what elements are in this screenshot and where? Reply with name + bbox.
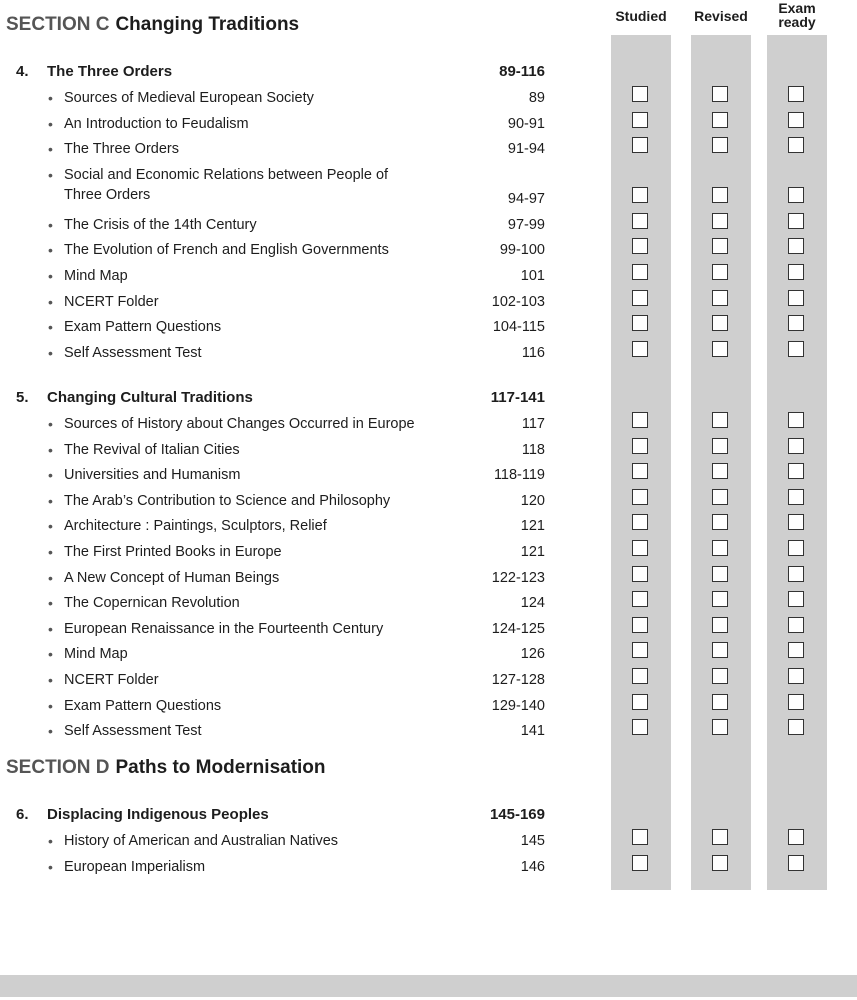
studied-checkbox[interactable]: [632, 514, 648, 530]
list-item: [0, 644, 600, 668]
studied-checkbox[interactable]: [632, 540, 648, 556]
bullet-icon: •: [48, 416, 53, 432]
item-title: The Copernican Revolution: [64, 595, 240, 612]
studied-checkbox[interactable]: [632, 438, 648, 454]
exam-ready-checkbox[interactable]: [788, 489, 804, 505]
exam-ready-checkbox[interactable]: [788, 463, 804, 479]
list-item: [0, 165, 600, 207]
studied-checkbox[interactable]: [632, 86, 648, 102]
list-item: [0, 440, 600, 464]
list-item: [0, 465, 600, 489]
exam-ready-checkbox[interactable]: [788, 642, 804, 658]
item-title: A New Concept of Human Beings: [64, 569, 280, 586]
item-pages: 104-115: [492, 319, 545, 336]
bullet-icon: •: [48, 344, 53, 361]
revised-checkbox[interactable]: [712, 591, 728, 607]
studied-checkbox[interactable]: [632, 341, 648, 357]
bullet-icon: •: [48, 90, 53, 106]
revised-checkbox[interactable]: [712, 112, 728, 128]
exam-ready-checkbox[interactable]: [788, 86, 804, 102]
bullet-icon: •: [48, 858, 53, 875]
revised-checkbox[interactable]: [712, 438, 728, 454]
bullet-icon: •: [48, 595, 53, 612]
bullet-icon: •: [48, 646, 53, 663]
bullet-icon: •: [48, 467, 53, 484]
item-title: European Imperialism: [64, 858, 206, 875]
bullet-icon: •: [48, 166, 53, 183]
revised-checkbox[interactable]: [712, 213, 728, 229]
studied-checkbox[interactable]: [632, 213, 648, 229]
item-pages: 94-97: [507, 190, 545, 207]
chapter-number: 6.: [16, 806, 29, 823]
bullet-icon: •: [48, 141, 53, 158]
studied-checkbox[interactable]: [632, 412, 648, 428]
item-pages: 146: [520, 858, 545, 875]
chapter-pages: 89-116: [499, 63, 545, 80]
list-item: [0, 857, 600, 881]
list-item: [0, 266, 600, 290]
list-item: [0, 88, 600, 112]
bullet-icon: •: [48, 723, 53, 740]
section-heading: [6, 14, 299, 36]
item-title: Self Assessment Test: [64, 723, 202, 740]
item-pages: 99-100: [499, 242, 545, 259]
list-item: [0, 542, 600, 566]
item-title: An Introduction to Feudalism: [64, 115, 249, 132]
item-pages: 116: [521, 344, 545, 361]
item-title: Social and Economic Relations between People of Three Orders: [64, 166, 389, 203]
item-pages: 120: [520, 492, 545, 509]
item-title: The Crisis of the 14th Century: [64, 216, 257, 233]
chapter-number: 5.: [16, 389, 29, 406]
studied-checkbox[interactable]: [632, 591, 648, 607]
exam-ready-checkbox[interactable]: [788, 315, 804, 331]
exam-ready-checkbox[interactable]: [788, 829, 804, 845]
exam-ready-checkbox[interactable]: [788, 213, 804, 229]
chapter-row: [0, 805, 600, 829]
exam-ready-checkbox[interactable]: [788, 694, 804, 710]
item-title: Self Assessment Test: [64, 344, 202, 361]
item-title: Architecture : Paintings, Sculptors, Relief: [64, 518, 327, 535]
footer-bar: [0, 975, 857, 997]
revised-header: Revised: [694, 8, 748, 24]
revised-checkbox[interactable]: [712, 489, 728, 505]
exam-ready-checkbox[interactable]: [788, 238, 804, 254]
list-item: [0, 343, 600, 367]
list-item: [0, 516, 600, 540]
list-item: [0, 831, 600, 855]
list-item: [0, 139, 600, 163]
list-item: [0, 670, 600, 694]
bullet-icon: •: [48, 697, 53, 714]
studied-checkbox[interactable]: [632, 187, 648, 203]
item-title: European Renaissance in the Fourteenth Century: [64, 620, 384, 637]
exam-ready-checkbox[interactable]: [788, 514, 804, 530]
revised-checkbox[interactable]: [712, 137, 728, 153]
list-item: [0, 696, 600, 720]
item-pages: 124-125: [491, 620, 545, 637]
item-title: The First Printed Books in Europe: [64, 544, 282, 560]
item-pages: 122-123: [491, 569, 545, 586]
chapter-row: [0, 62, 600, 86]
section-name: Changing Traditions: [115, 14, 300, 35]
item-pages: 126: [520, 646, 545, 663]
studied-checkbox[interactable]: [632, 463, 648, 479]
item-title: The Arab’s Contribution to Science and Philosophy: [64, 492, 391, 509]
bullet-icon: •: [48, 492, 53, 509]
revised-checkbox[interactable]: [712, 617, 728, 633]
revised-checkbox[interactable]: [712, 412, 728, 428]
exam-ready-checkbox[interactable]: [788, 566, 804, 582]
revised-checkbox[interactable]: [712, 829, 728, 845]
revised-checkbox[interactable]: [712, 642, 728, 658]
item-pages: 129-140: [491, 697, 545, 714]
exam-ready-checkbox[interactable]: [788, 438, 804, 454]
revised-checkbox[interactable]: [712, 566, 728, 582]
bullet-icon: •: [48, 242, 53, 259]
item-title: Exam Pattern Questions: [64, 319, 222, 336]
studied-checkbox[interactable]: [632, 264, 648, 280]
revised-checkbox[interactable]: [712, 719, 728, 735]
bullet-icon: •: [48, 833, 53, 849]
exam-ready-checkbox[interactable]: [788, 412, 804, 428]
item-title: Mind Map: [64, 268, 128, 284]
exam-ready-checkbox[interactable]: [788, 341, 804, 357]
bullet-icon: •: [48, 293, 53, 310]
revised-checkbox[interactable]: [712, 668, 728, 684]
exam-ready-header: Exam ready: [778, 0, 816, 30]
list-item: [0, 240, 600, 264]
exam-ready-checkbox[interactable]: [788, 112, 804, 128]
item-title: The Revival of Italian Cities: [64, 441, 240, 458]
revised-checkbox[interactable]: [712, 187, 728, 203]
chapter-number: 4.: [16, 63, 29, 80]
item-pages: 117: [521, 416, 545, 432]
list-item: [0, 292, 600, 316]
section-name: Paths to Modernisation: [115, 757, 326, 778]
revised-checkbox[interactable]: [712, 694, 728, 710]
chapter-title: Changing Cultural Traditions: [47, 389, 253, 406]
studied-checkbox[interactable]: [632, 855, 648, 871]
chapter-pages: 117-141: [490, 389, 545, 406]
revised-checkbox[interactable]: [712, 290, 728, 306]
revised-checkbox[interactable]: [712, 855, 728, 871]
revised-checkbox[interactable]: [712, 86, 728, 102]
list-item: [0, 619, 600, 643]
section-heading: [6, 757, 326, 779]
item-title: NCERT Folder: [64, 672, 159, 688]
revised-checkbox[interactable]: [712, 514, 728, 530]
studied-checkbox[interactable]: [632, 112, 648, 128]
exam-ready-checkbox[interactable]: [788, 668, 804, 684]
studied-checkbox[interactable]: [632, 829, 648, 845]
item-title: Exam Pattern Questions: [64, 697, 222, 714]
list-item: [0, 414, 600, 438]
exam-ready-checkbox[interactable]: [788, 855, 804, 871]
item-pages: 89: [528, 90, 545, 106]
bullet-icon: •: [48, 268, 53, 284]
item-pages: 121: [520, 518, 545, 535]
list-item: [0, 721, 600, 745]
studied-checkbox[interactable]: [632, 290, 648, 306]
item-pages: 91-94: [507, 141, 545, 158]
studied-checkbox[interactable]: [632, 489, 648, 505]
studied-checkbox[interactable]: [632, 315, 648, 331]
item-pages: 124: [520, 595, 545, 612]
list-item: [0, 215, 600, 239]
exam-ready-checkbox[interactable]: [788, 719, 804, 735]
chapter-pages: 145-169: [489, 806, 545, 823]
item-title: NCERT Folder: [64, 293, 159, 310]
exam-ready-checkbox[interactable]: [788, 137, 804, 153]
bullet-icon: •: [48, 569, 53, 586]
revised-checkbox[interactable]: [712, 463, 728, 479]
list-item: [0, 114, 600, 138]
studied-checkbox[interactable]: [632, 668, 648, 684]
bullet-icon: •: [48, 544, 53, 560]
item-title: Sources of History about Changes Occurred in Europe: [64, 416, 415, 432]
item-title: Universities and Humanism: [64, 467, 241, 484]
item-pages: 102-103: [491, 293, 545, 310]
studied-checkbox[interactable]: [632, 617, 648, 633]
item-pages: 145: [520, 833, 545, 849]
studied-checkbox[interactable]: [632, 719, 648, 735]
studied-checkbox[interactable]: [632, 566, 648, 582]
item-title: The Three Orders: [64, 141, 179, 158]
item-pages: 127-128: [491, 672, 545, 688]
item-title: Sources of Medieval European Society: [64, 90, 314, 106]
bullet-icon: •: [48, 115, 53, 132]
item-pages: 141: [520, 723, 545, 740]
bullet-icon: •: [48, 216, 53, 233]
list-item: [0, 568, 600, 592]
chapter-title: The Three Orders: [47, 63, 173, 80]
revised-checkbox[interactable]: [712, 238, 728, 254]
studied-checkbox[interactable]: [632, 137, 648, 153]
bullet-icon: •: [48, 518, 53, 535]
exam-ready-checkbox[interactable]: [788, 540, 804, 556]
studied-checkbox[interactable]: [632, 238, 648, 254]
chapter-title: Displacing Indigenous Peoples: [47, 806, 269, 823]
exam-ready-checkbox[interactable]: [788, 591, 804, 607]
studied-checkbox[interactable]: [632, 694, 648, 710]
studied-checkbox[interactable]: [632, 642, 648, 658]
chapter-row: [0, 388, 600, 412]
studied-header: Studied: [615, 8, 667, 24]
exam-ready-checkbox[interactable]: [788, 187, 804, 203]
revised-checkbox[interactable]: [712, 315, 728, 331]
revised-checkbox[interactable]: [712, 540, 728, 556]
list-item: [0, 491, 600, 515]
bullet-icon: •: [48, 441, 53, 458]
item-pages: 97-99: [507, 216, 545, 233]
list-item: [0, 593, 600, 617]
section-label: SECTION D: [6, 757, 110, 778]
section-label: SECTION C: [6, 14, 110, 35]
item-title: History of American and Australian Natives: [64, 833, 339, 849]
list-item: [0, 317, 600, 341]
item-pages: 118-119: [493, 467, 545, 484]
revised-checkbox[interactable]: [712, 264, 728, 280]
item-pages: 121: [520, 544, 545, 560]
exam-ready-checkbox[interactable]: [788, 264, 804, 280]
exam-ready-checkbox[interactable]: [788, 617, 804, 633]
item-pages: 118: [521, 441, 545, 458]
item-title: Mind Map: [64, 646, 128, 663]
bullet-icon: •: [48, 672, 53, 688]
item-pages: 90-91: [507, 115, 545, 132]
bullet-icon: •: [48, 620, 53, 637]
item-title: The Evolution of French and English Governments: [64, 242, 389, 259]
revised-checkbox[interactable]: [712, 341, 728, 357]
exam-ready-checkbox[interactable]: [788, 290, 804, 306]
bullet-icon: •: [48, 319, 53, 336]
item-pages: 101: [520, 268, 545, 284]
